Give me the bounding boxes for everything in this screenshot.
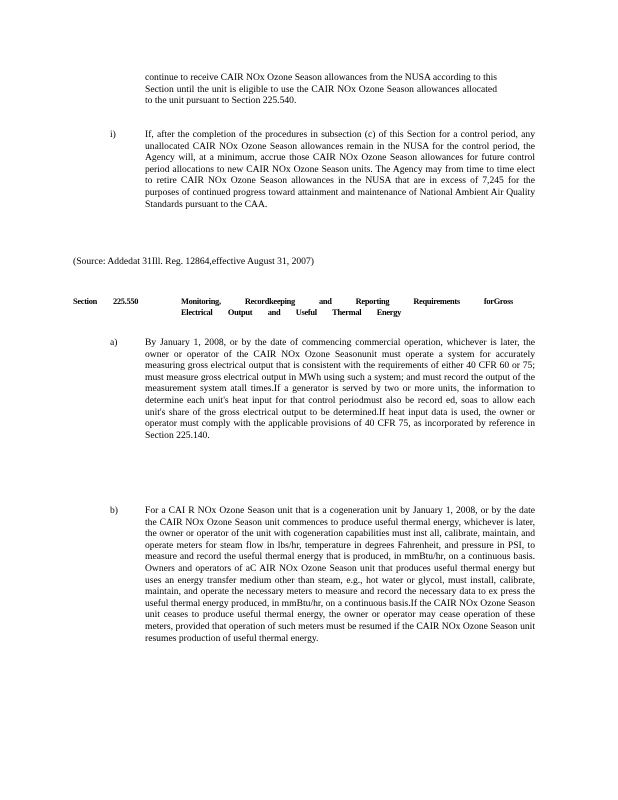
section-number: 225.550: [113, 297, 139, 306]
continuation-text: continue to receive CAIR NOx Ozone Season allowances from the NUSA according to this Section until the unit is eligible to use the CAIR NOx Ozone Season allowances allocated to the unit pursuant to Section 225.540.: [145, 72, 497, 107]
source-note: [73, 256, 393, 268]
item-i-text: If, after the completion of the procedures in subsection (c) of this Section for a control period, any unallocated CAIR NOx Ozone Season allowances remain in the NUSA for the control period, the Agency will, at a minimum, accrue those CAIR NOx Ozone Season allowances for future control period allocations to new CAIR NOx Ozone Season units. The Agency may from time to time elect to retire CAIR NOx Ozone Season allowances in the NUSA that are in excess of 7,245 for the purposes of continued progress toward attainment and maintenance of National Ambient Air Quality Standards pursuant to the CAA.: [145, 129, 535, 210]
section-title-line1: Monitoring, Recordkeeping and Reporting Requirements forGross: [181, 297, 513, 306]
item-b-label: b): [110, 505, 118, 516]
section-title-line2: Electrical Output and Useful Thermal Energy: [181, 308, 401, 317]
item-a-text: By January 1, 2008, or by the date of commencing commercial operation, whichever is later, the owner or operator of the CAIR NOx Ozone Seasonunit must operate a system for accurately measuring gross electrical output that is consistent with the requirements of either 40 CFR 60 or 75; must measure gross electrical output in MWh using such a system; and must record the output of the measurement system atall times.If a generator is served by two or more units, the information to determine each unit's heat input for that control periodmust also be record ed, soas to allow each unit's share of the gross electrical output to be determined.If heat input data is used, the owner or operator must comply with the applicable provisions of 40 CFR 75, as incorporated by reference in Section 225.140.: [145, 337, 535, 441]
source-text: (Source: Addedat 31Ill. Reg. 12864,effective August 31, 2007): [73, 256, 314, 267]
item-a-label: a): [110, 337, 118, 348]
item-a-paragraph: [145, 337, 535, 441]
item-i-paragraph: [145, 129, 535, 210]
section-label: Section: [73, 297, 97, 306]
item-b-paragraph: [145, 505, 535, 644]
continuation-paragraph: [145, 72, 497, 107]
item-b-text: For a CAI R NOx Ozone Season unit that is a cogeneration unit by January 1, 2008, or by the date the CAIR NOx Ozone Season unit commences to produce useful thermal energy, whichever is later, the owner or operator of the unit with cogeneration capabilities must inst all, calibrate, maintain, and operate meters for steam flow in lbs/hr, temperature in degrees Fahrenheit, and pressure in PSI, to measure and record the useful thermal energy that is produced, in mmBtu/hr, on a continuous basis. Owners and operators of aC AIR NOx Ozone Season unit that produces useful thermal energy but uses an energy transfer medium other than steam, e.g., hot water or glycol, must install, calibrate, maintain, and operate the necessary meters to measure and record the necessary data to ex press the useful thermal energy produced, in mmBtu/hr, on a continuous basis.If the CAIR NOx Ozone Season unit ceases to produce useful thermal energy, the owner or operator may cease operation of these meters, provided that operation of such meters must be resumed if the CAIR NOx Ozone Season unit resumes production of useful thermal energy.: [145, 505, 535, 644]
item-i-label: i): [110, 129, 116, 140]
